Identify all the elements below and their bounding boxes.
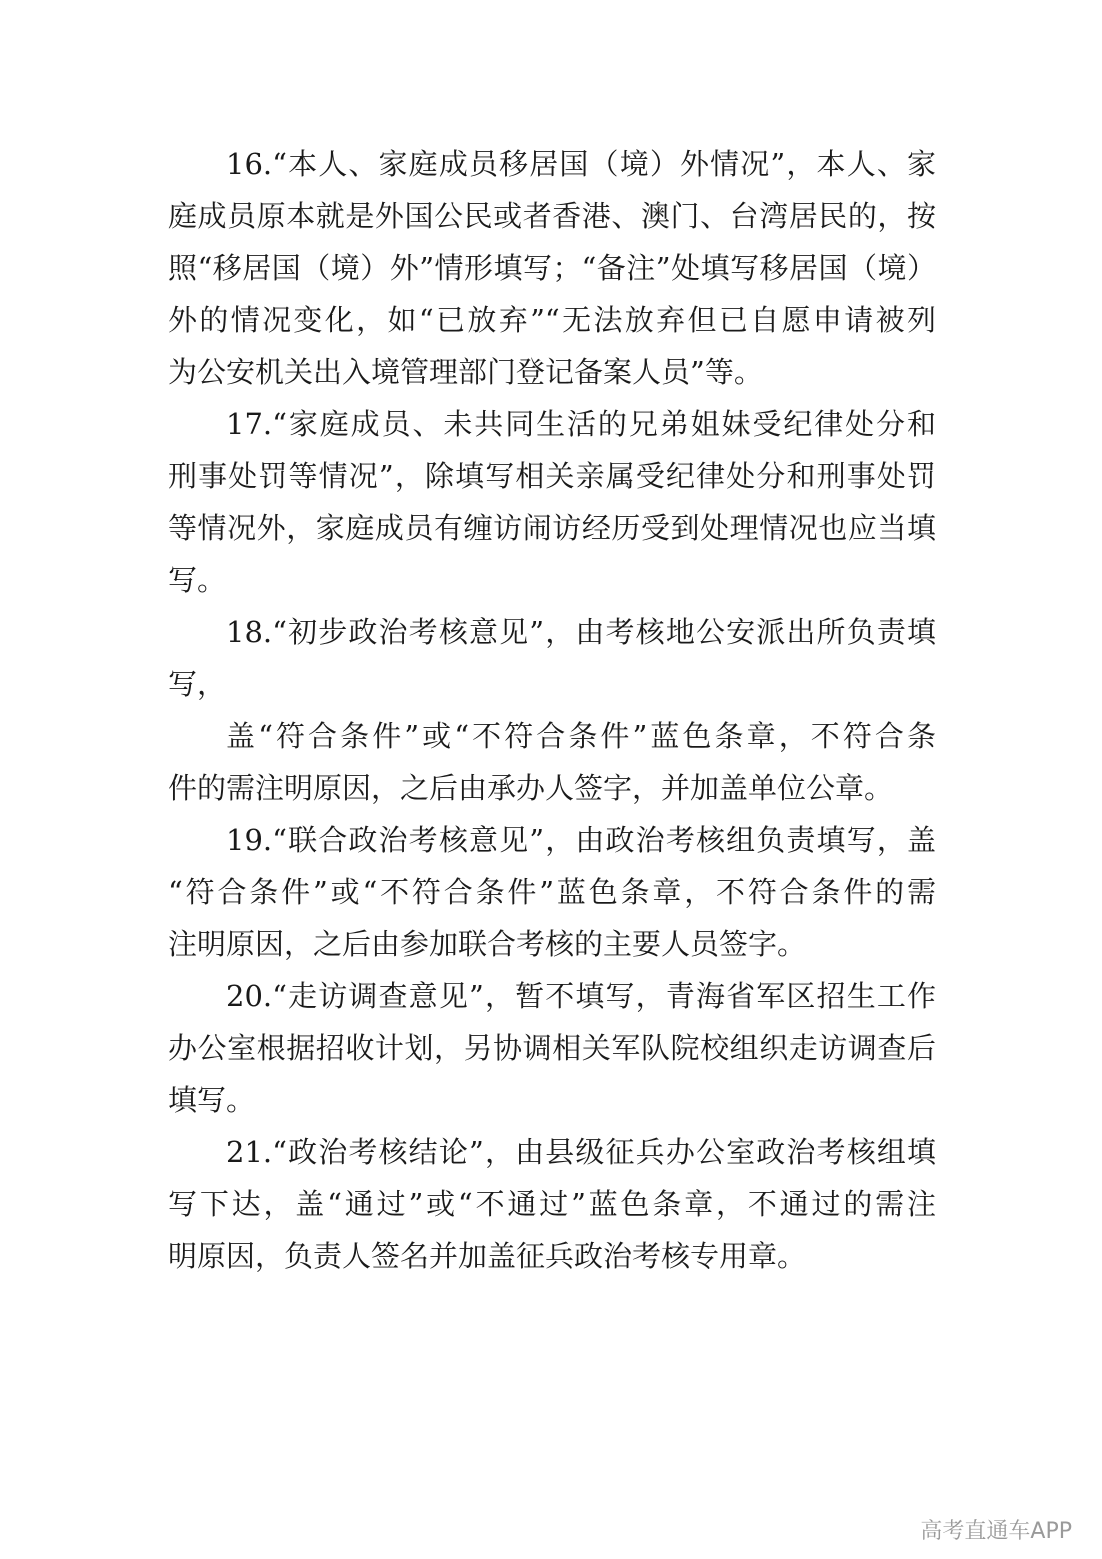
text-line: 照“移居国（境）外”情形填写；“备注”处填写移居国（境）	[168, 251, 936, 285]
text-line: 写下达，盖“通过”或“不通过”蓝色条章，不通过的需注	[168, 1187, 936, 1221]
text-line: 盖“符合条件”或“不符合条件”蓝色条章，不符合条	[226, 719, 936, 753]
text-line: 刑事处罚等情况”，除填写相关亲属受纪律处分和刑事处罚	[168, 459, 936, 493]
text-line: 明原因，负责人签名并加盖征兵政治考核专用章。	[168, 1239, 807, 1273]
text-line: 19.“联合政治考核意见”，由政治考核组负责填写，盖	[226, 823, 936, 857]
text-line: 20.“走访调查意见”，暂不填写，青海省军区招生工作	[226, 979, 936, 1013]
text-line: 18.“初步政治考核意见”，由考核地公安派出所负责填	[226, 615, 936, 649]
text-line: 写，	[168, 667, 227, 701]
text-line: 写。	[168, 563, 227, 597]
text-line: 填写。	[168, 1083, 256, 1117]
text-line: 外的情况变化，如“已放弃”“无法放弃但已自愿申请被列	[168, 303, 936, 337]
text-line: 庭成员原本就是外国公民或者香港、澳门、台湾居民的，按	[168, 199, 936, 233]
text-line: 办公室根据招收计划，另协调相关军队院校组织走访调查后	[168, 1031, 936, 1065]
text-line: 为公安机关出入境管理部门登记备案人员”等。	[168, 355, 763, 389]
text-line: 17.“家庭成员、未共同生活的兄弟姐妹受纪律处分和	[226, 407, 936, 441]
text-line: 16.“本人、家庭成员移居国（境）外情况”，本人、家	[226, 147, 936, 181]
text-line: 21.“政治考核结论”，由县级征兵办公室政治考核组填	[226, 1135, 936, 1169]
text-line: 件的需注明原因，之后由承办人签字，并加盖单位公章。	[168, 771, 894, 805]
text-line: 等情况外，家庭成员有缠访闹访经历受到处理情况也应当填	[168, 511, 936, 545]
watermark-text: 高考直通车APP	[920, 1519, 1072, 1544]
text-line: 注明原因，之后由参加联合考核的主要人员签字。	[168, 927, 807, 961]
text-line: “符合条件”或“不符合条件”蓝色条章，不符合条件的需	[168, 875, 936, 909]
